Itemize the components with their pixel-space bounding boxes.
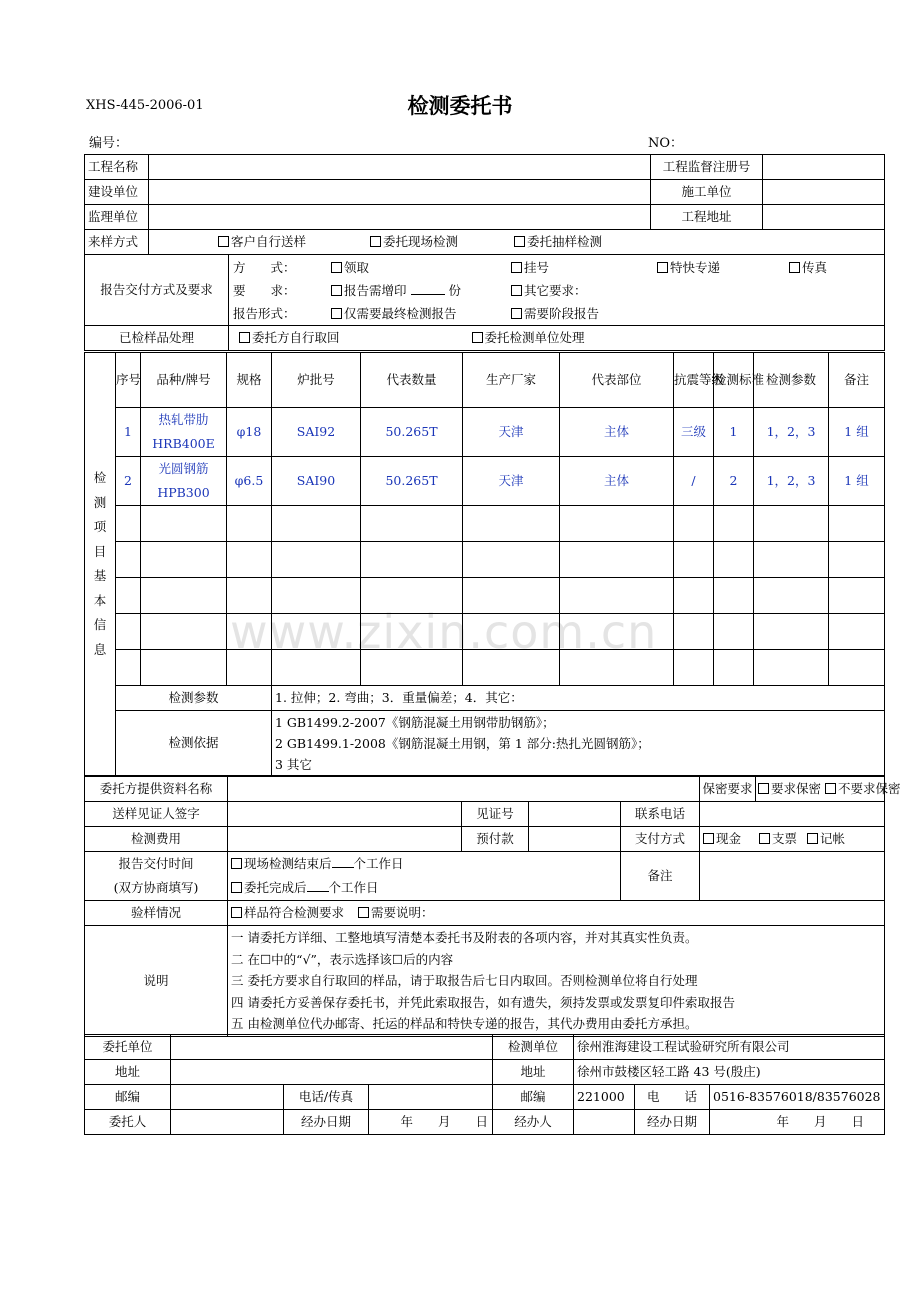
item-row-empty[interactable]: [85, 650, 885, 686]
delivery-time-options: [228, 852, 621, 901]
test-basis-value: [272, 711, 885, 776]
item-batch: SAI92: [272, 408, 361, 457]
project-name-field[interactable]: [149, 155, 651, 180]
cert-field[interactable]: [529, 802, 621, 827]
handler-date-label: 经办日期: [635, 1110, 710, 1135]
disposal-option-lab[interactable]: 委托检测单位处理: [472, 330, 585, 345]
project-info-table: [84, 154, 885, 351]
supervise-reg-label: 工程监督注册号: [651, 155, 763, 180]
disposal-label: 已检样品处理: [85, 326, 229, 351]
item-seq: 2: [116, 457, 141, 506]
checkbox-icon: [657, 262, 668, 273]
delivery-remark-field[interactable]: [700, 852, 885, 901]
item-row[interactable]: [85, 457, 885, 506]
test-params-label: 检测参数: [116, 686, 272, 711]
handler-field[interactable]: [574, 1110, 635, 1135]
note-line: 二 在☐中的“√”，表示选择该☐后的内容: [231, 951, 454, 967]
checkbox-icon: [331, 262, 342, 273]
item-spec: φ6.5: [227, 457, 272, 506]
sampling-option-sampling[interactable]: 委托抽样检测: [514, 234, 602, 249]
notes-label: 说明: [85, 926, 228, 1037]
test-address-value: 徐州市鼓楼区轻工路 43 号(殷庄): [574, 1060, 885, 1085]
handler-label: 经办人: [493, 1110, 574, 1135]
note-line: 一 请委托方详细、工整地填写清楚本委托书及附表的各项内容，并对其真实性负责。: [231, 930, 698, 946]
client-unit-field[interactable]: [171, 1035, 493, 1060]
standard-header: 检测标准: [714, 353, 754, 408]
builder-label: 建设单位: [85, 180, 149, 205]
sampling-options: [149, 230, 885, 255]
client-address-field[interactable]: [171, 1060, 493, 1085]
docs-field[interactable]: [228, 777, 700, 802]
prepay-field[interactable]: [529, 827, 621, 852]
item-standard: 1: [714, 408, 754, 457]
checkbox-icon: [231, 858, 242, 869]
checkbox-icon: [239, 332, 250, 343]
item-maker: 天津: [463, 408, 560, 457]
checkbox-icon: [218, 236, 229, 247]
supervisor-label: 监理单位: [85, 205, 149, 230]
form-code: XHS-445-2006-01: [86, 98, 204, 113]
secret-label: 保密要求: [700, 777, 756, 802]
variety-header: 品种/牌号: [141, 353, 227, 408]
fee-field[interactable]: [228, 827, 462, 852]
supervise-reg-field[interactable]: [763, 155, 885, 180]
serial-number-label: 编号：: [89, 136, 129, 151]
item-part: 主体: [560, 408, 674, 457]
basis-line: 1 GB1499.2-2007《钢筋混凝土用钢带肋钢筋》；: [275, 714, 555, 730]
sampling-method-label: 来样方式: [85, 230, 149, 255]
supervisor-field[interactable]: [149, 205, 651, 230]
inspect-ok[interactable]: 样品符合检测要求: [231, 905, 344, 920]
item-seismic: 三级: [674, 408, 714, 457]
params-header: 检测参数: [754, 353, 829, 408]
construction-unit-label: 施工单位: [651, 180, 763, 205]
item-remark: 1 组: [829, 457, 885, 506]
report-delivery-options: [229, 255, 885, 326]
footer-table: [84, 1034, 885, 1135]
seismic-header: 抗震等级: [674, 353, 714, 408]
basis-line: 3 其它: [275, 756, 312, 772]
delivery-remark-label: 备注: [621, 852, 700, 901]
req-label: 要 求：: [233, 282, 296, 298]
test-address-label: 地址: [493, 1060, 574, 1085]
client-zip-label: 邮编: [85, 1085, 171, 1110]
item-remark: 1 组: [829, 408, 885, 457]
delivery-complete[interactable]: 委托完成后 个工作日: [231, 876, 617, 900]
report-delivery-label: 报告交付方式及要求: [85, 255, 229, 326]
item-variety: 热轧带肋 HRB400E: [141, 408, 227, 457]
item-row-empty[interactable]: [85, 542, 885, 578]
client-address-label: 地址: [85, 1060, 171, 1085]
secret-options: [756, 777, 901, 802]
secret-yes[interactable]: 要求保密: [758, 781, 821, 796]
delivery-time-label: 报告交付时间 (双方协商填写): [85, 852, 228, 901]
payment-account[interactable]: 记帐: [807, 831, 845, 846]
client-phone-field[interactable]: [369, 1085, 493, 1110]
item-quantity: 50.265T: [361, 457, 463, 506]
items-side-label: 检测项目基本信息: [85, 353, 116, 776]
client-date-label: 经办日期: [284, 1110, 369, 1135]
item-row-empty[interactable]: [85, 614, 885, 650]
checkbox-icon: [231, 882, 242, 893]
client-date-field[interactable]: 年 月 日: [369, 1110, 493, 1135]
form-final-only[interactable]: 仅需要最终检测报告: [331, 302, 457, 325]
checkbox-icon: [759, 833, 770, 844]
method-express[interactable]: 特快专递: [657, 256, 720, 279]
checkbox-icon: [231, 907, 242, 918]
checkbox-icon: [511, 285, 522, 296]
note-line: 五 由检测单位代办邮寄、托运的样品和特快专递的报告，其代办费用由委托方承担。: [231, 1016, 698, 1032]
note-line: 四 请委托方妥善保存委托书，并凭此索取报告，如有遗失，须持发票或发票复印件索取报告: [231, 994, 735, 1010]
item-maker: 天津: [463, 457, 560, 506]
item-quantity: 50.265T: [361, 408, 463, 457]
item-variety: 光圆钢筋 HPB300: [141, 457, 227, 506]
days-blank[interactable]: [307, 879, 329, 892]
payment-cash[interactable]: 现金: [703, 831, 741, 846]
test-phone-value: 0516-83576018/83576028: [710, 1085, 885, 1110]
prepay-label: 预付款: [462, 827, 529, 852]
sampling-option-onsite[interactable]: 委托现场检测: [370, 234, 458, 249]
docs-label: 委托方提供资料名称: [85, 777, 228, 802]
delivery-onsite[interactable]: 现场检测结束后 个工作日: [231, 852, 617, 876]
builder-field[interactable]: [149, 180, 651, 205]
form-title: 检测委托书: [407, 94, 513, 118]
spec-header: 规格: [227, 353, 272, 408]
checkbox-icon: [370, 236, 381, 247]
inspect-label: 验样情况: [85, 901, 228, 926]
test-params-value: 1. 拉伸；2. 弯曲；3．重量偏差；4．其它：: [272, 686, 885, 711]
maker-header: 生产厂家: [463, 353, 560, 408]
test-phone-label: 电 话: [635, 1085, 710, 1110]
fee-label: 检测费用: [85, 827, 228, 852]
days-blank[interactable]: [332, 855, 354, 868]
method-fax[interactable]: 传真: [789, 256, 827, 279]
test-unit-value: 徐州淮海建设工程试验研究所有限公司: [574, 1035, 885, 1060]
checkbox-icon: [758, 783, 769, 794]
secret-no[interactable]: 不要求保密: [825, 781, 901, 796]
witness-label: 送样见证人签字: [85, 802, 228, 827]
checkbox-icon: [511, 308, 522, 319]
client-unit-label: 委托单位: [85, 1035, 171, 1060]
project-address-field[interactable]: [763, 205, 885, 230]
client-person-field[interactable]: [171, 1110, 284, 1135]
form-label: 报告形式：: [233, 305, 296, 321]
item-params: 1，2，3: [754, 457, 829, 506]
req-other[interactable]: 其它要求：: [511, 279, 587, 302]
checkbox-icon: [514, 236, 525, 247]
copies-blank[interactable]: [411, 281, 445, 295]
form-stage[interactable]: 需要阶段报告: [511, 302, 599, 325]
item-seq: 1: [116, 408, 141, 457]
seq-header: 序号: [116, 353, 141, 408]
remark-header: 备注: [829, 353, 885, 408]
item-spec: φ18: [227, 408, 272, 457]
method-registered[interactable]: 挂号: [511, 256, 549, 279]
notes-body: [228, 926, 885, 1037]
item-row-empty[interactable]: [85, 578, 885, 614]
method-label: 方 式：: [233, 259, 296, 275]
project-address-label: 工程地址: [651, 205, 763, 230]
checkbox-icon: [511, 262, 522, 273]
client-phone-label: 电话/传真: [284, 1085, 369, 1110]
checkbox-icon: [703, 833, 714, 844]
req-extra-copies[interactable]: 报告需增印 份: [331, 279, 461, 302]
payment-options: [700, 827, 885, 852]
test-items-table: [84, 352, 885, 776]
item-standard: 2: [714, 457, 754, 506]
client-person-label: 委托人: [85, 1110, 171, 1135]
project-name-label: 工程名称: [85, 155, 149, 180]
quantity-header: 代表数量: [361, 353, 463, 408]
checkbox-icon: [358, 907, 369, 918]
basis-line: 2 GB1499.1-2008《钢筋混凝土用钢，第 1 部分:热扎光圆钢筋》；: [275, 735, 650, 751]
batch-header: 炉批号: [272, 353, 361, 408]
note-line: 三 委托方要求自行取回的样品，请于取报告后七日内取回。否则检测单位将自行处理: [231, 973, 698, 989]
handler-date-field[interactable]: 年 月 日: [710, 1110, 885, 1135]
inspect-note[interactable]: 需要说明：: [358, 905, 434, 920]
item-batch: SAI90: [272, 457, 361, 506]
witness-field[interactable]: [228, 802, 462, 827]
item-row[interactable]: [85, 408, 885, 457]
checkbox-icon: [825, 783, 836, 794]
method-pickup[interactable]: 领取: [331, 256, 369, 279]
inspect-options: [228, 901, 885, 926]
payment-label: 支付方式: [621, 827, 700, 852]
phone-label: 联系电话: [621, 802, 700, 827]
construction-unit-field[interactable]: [763, 180, 885, 205]
checkbox-icon: [331, 285, 342, 296]
test-zip-value: 221000: [574, 1085, 635, 1110]
item-params: 1，2，3: [754, 408, 829, 457]
payment-check[interactable]: 支票: [759, 831, 797, 846]
part-header: 代表部位: [560, 353, 674, 408]
phone-field[interactable]: [700, 802, 885, 827]
checkbox-icon: [807, 833, 818, 844]
item-part: 主体: [560, 457, 674, 506]
disposal-options: [229, 326, 885, 351]
checkbox-icon: [472, 332, 483, 343]
test-basis-label: 检测依据: [116, 711, 272, 776]
disposal-option-self[interactable]: 委托方自行取回: [239, 330, 340, 345]
item-seismic: /: [674, 457, 714, 506]
no-label: NO：: [648, 136, 684, 151]
checkbox-icon: [789, 262, 800, 273]
client-zip-field[interactable]: [171, 1085, 284, 1110]
test-unit-label: 检测单位: [493, 1035, 574, 1060]
watermark: www.zixin.com.cn: [230, 605, 658, 659]
sampling-option-self[interactable]: 客户自行送样: [218, 234, 306, 249]
client-info-table: [84, 776, 901, 1037]
checkbox-icon: [331, 308, 342, 319]
item-row-empty[interactable]: [85, 506, 885, 542]
cert-label: 见证号: [462, 802, 529, 827]
test-zip-label: 邮编: [493, 1085, 574, 1110]
